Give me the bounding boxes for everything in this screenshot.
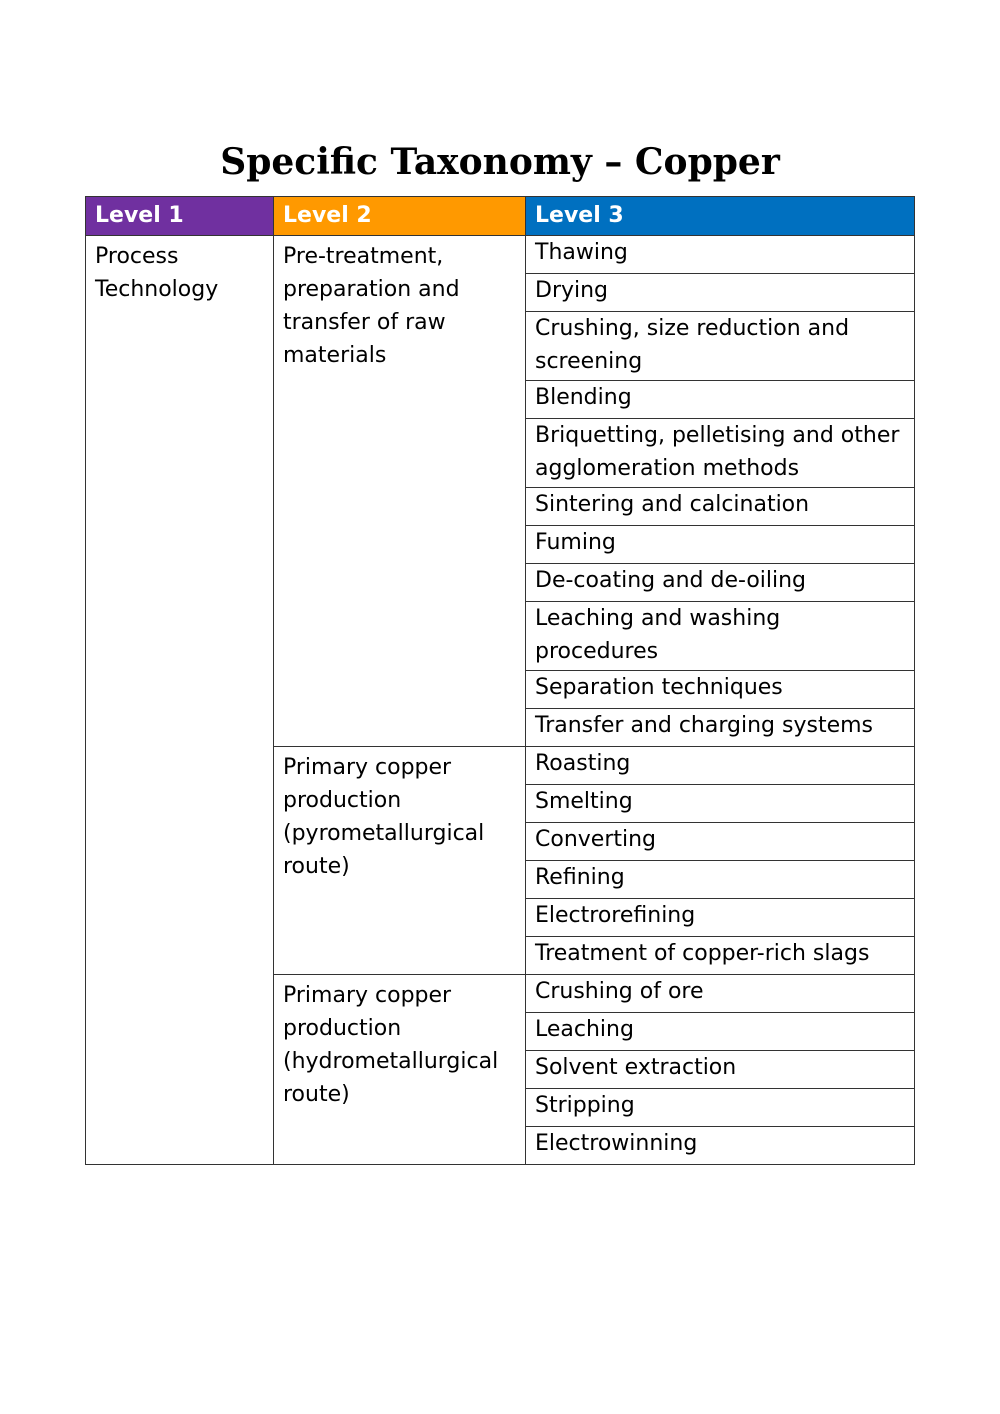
level3-cell: Separation techniques — [526, 671, 915, 709]
level3-cell: Briquetting, pelletising and other agglomeration methods — [526, 419, 915, 488]
level3-cell: Transfer and charging systems — [526, 709, 915, 747]
level3-cell: Crushing of ore — [526, 975, 915, 1013]
table-row — [86, 236, 915, 274]
level3-cell: Solvent extraction — [526, 1051, 915, 1089]
level3-cell: Electrowinning — [526, 1127, 915, 1165]
header-level-1: Level 1 — [86, 197, 274, 236]
header-row — [86, 197, 915, 236]
level3-cell: Stripping — [526, 1089, 915, 1127]
level3-cell: Sintering and calcination — [526, 488, 915, 526]
level3-cell: Treatment of copper-rich slags — [526, 937, 915, 975]
level3-cell: Roasting — [526, 747, 915, 785]
level3-cell: Refining — [526, 861, 915, 899]
level3-cell: Electrorefining — [526, 899, 915, 937]
level1-cell: Process Technology — [86, 236, 274, 1165]
level3-cell: Thawing — [526, 236, 915, 274]
level3-cell: Blending — [526, 381, 915, 419]
taxonomy-table — [85, 196, 915, 1165]
header-level-2: Level 2 — [274, 197, 526, 236]
page-title: Specific Taxonomy – Copper — [220, 141, 780, 183]
level2-cell: Pre-treatment, preparation and transfer of raw materials — [274, 236, 526, 747]
taxonomy-body — [86, 236, 915, 1165]
level3-cell: Crushing, size reduction and screening — [526, 312, 915, 381]
level3-cell: Fuming — [526, 526, 915, 564]
level3-cell: Drying — [526, 274, 915, 312]
level2-cell: Primary copper production (hydrometallurgical route) — [274, 975, 526, 1165]
header-level-3: Level 3 — [526, 197, 915, 236]
level3-cell: Smelting — [526, 785, 915, 823]
level3-cell: Leaching and washing procedures — [526, 602, 915, 671]
level3-cell: Leaching — [526, 1013, 915, 1051]
level3-cell: De-coating and de-oiling — [526, 564, 915, 602]
level2-cell: Primary copper production (pyrometallurgical route) — [274, 747, 526, 975]
level3-cell: Converting — [526, 823, 915, 861]
